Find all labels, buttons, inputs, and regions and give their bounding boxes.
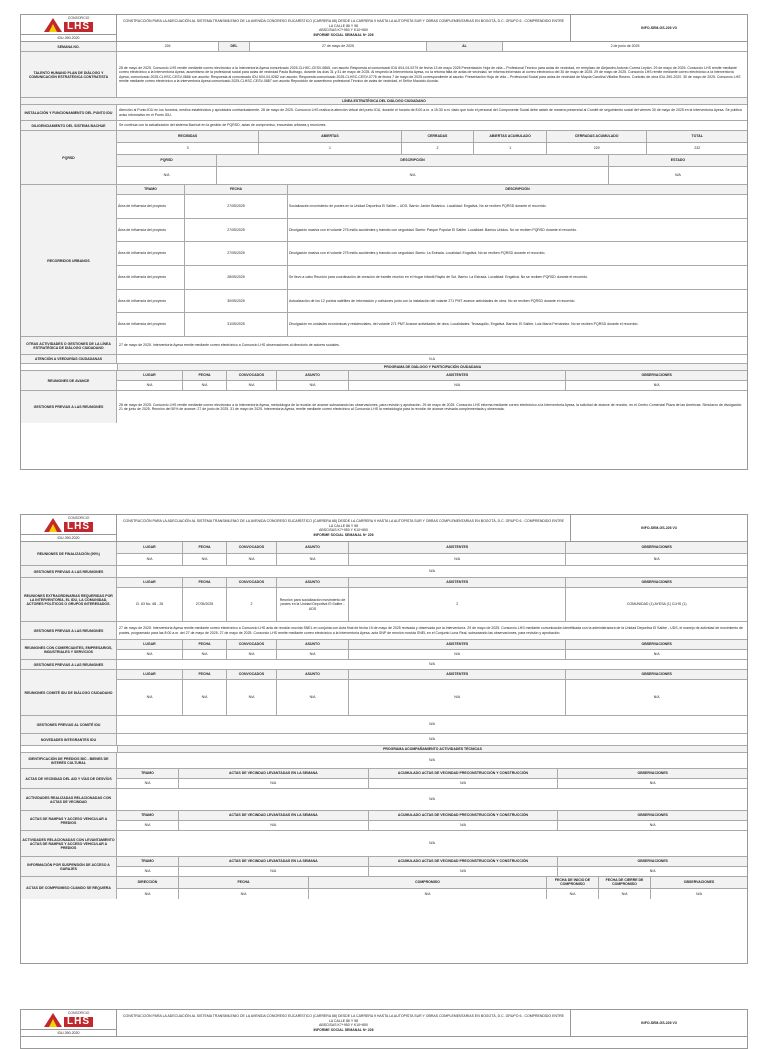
gest1-label: GESTIONES PREVIAS A LAS REUNIONES (21, 566, 117, 577)
recorrido-tramo: Área de influencia del proyecto (117, 313, 185, 336)
comerciantes-head: CONVOCADOS (227, 640, 277, 649)
suspension-head: TRAMO (117, 857, 179, 866)
recorrido-tramo: Área de influencia del proyecto (117, 219, 185, 242)
document-page-3 (20, 1009, 748, 1049)
recorrido-fecha: 27/05/2025 (185, 195, 288, 218)
recorridos-head: FECHA (185, 185, 288, 194)
reuniones-row (21, 371, 747, 391)
suspension-val: N/A (649, 869, 656, 874)
actas-vec-val: N/A (179, 779, 369, 788)
comerciantes-head: LUGAR (117, 640, 183, 649)
compromiso-label: ACTAS DE COMPROMISO CUANDO SE REQUIERA (21, 877, 117, 899)
recorrido-tramo: Área de influencia del proyecto (117, 266, 185, 289)
pqrsd-val: 232 (694, 146, 701, 151)
actas-vec-label: ACTAS DE VECINDAD DEL AID Y VÍAS DE DESVÍOS (21, 769, 117, 788)
talento-label: TALENTO HUMANO PLAN DE DIÁLOGO Y COMUNICACIÓN ESTRATÉGICA CONTRATISTA (21, 52, 117, 97)
atencion-label: ATENCIÓN A VEEDURÍAS CIUDADANAS (21, 355, 117, 363)
rampas-head: ACUMULADO ACTAS DE VECINDAD PRECONSTRUCCIÓN Y CONSTRUCCIÓN (369, 811, 559, 820)
pqrsd-head2: ESTADO (609, 155, 747, 166)
finalizacion-head: OBSERVACIONES (566, 542, 747, 553)
comite-val: N/A (183, 680, 227, 715)
logo-brand: CONSORCIO (67, 516, 90, 521)
comite-val: N/A (227, 680, 277, 715)
week-from: 27 de mayo de 2025 (250, 42, 427, 51)
pqrsd-head: RECIBIDAS (117, 131, 259, 142)
recorrido-desc: Se llevó a cabo Reunión para coordinación de creación de tramite reunión en el Hogar Infantil Rayito de Sol. Barrio: La Estrada. Localidad: Engativá. No se reciben PQRSD durante el recorrido. (289, 275, 589, 280)
pqrsd-row (21, 131, 747, 185)
compromiso-val: N/A (599, 889, 651, 899)
compromiso-val: N/A (117, 889, 179, 899)
week-number: 226 (117, 42, 219, 51)
logo-block (21, 515, 117, 541)
week-label: SEMANA NO. (21, 42, 117, 51)
pqrsd-head: ABIERTAS (259, 131, 401, 142)
actas-vec-val: N/A (649, 781, 656, 786)
recorrido-desc: Divulgación masiva con el volante 275 estilo accidentes y tránsito con seguridad. Barrio: Parque Popular El Salitre. Localidad: Barrios Unidos. No se reciben PQRSD durante el recorrido. (289, 227, 578, 232)
comite-head: CONVOCADOS (227, 670, 277, 679)
instalacion-text: Atención al Punto IDU en los horarios, medios establecidos y aprobados contractualmente. 28 de mayo de 2025. Consorcio LHS realiza la atención virtual del punto IDU, durante el horario de 8:00 a.m. a 15:30 a.m. dado que todo el personal del Componente Social debe asistir de manera presencial al Comité de seguimiento social del viernes 30 de mayo de 2025 en la Interventoría Ayesa. Se publica aviso informativo en el Punto IDU. (119, 108, 742, 117)
header-title: INFORME SOCIAL SEMANAL Nº 226 (313, 1027, 374, 1032)
backup-label: DILIGENCIAMIENTO DEL SISTEMA BACHUE (21, 121, 117, 130)
instalacion-label: INSTALACIÓN Y FUNCIONAMIENTO DEL PUNTO IDU (21, 105, 117, 120)
page-header (21, 515, 747, 542)
actas-vec-val: N/A (117, 779, 179, 788)
comite-head: OBSERVACIONES (566, 670, 747, 679)
otras-label: OTRAS ACTIVIDADES O GESTIONES DE LA LÍNEA ESTRATÉGICA DE DIÁLOGO CIUDADANO (21, 337, 117, 354)
finalizacion-head: ASISTENTES (349, 542, 566, 553)
comite-head: ASISTENTES (349, 670, 566, 679)
compromiso-row (21, 877, 747, 899)
reuniones-head: FECHA (183, 371, 227, 380)
gest3-text: N/A (429, 662, 435, 667)
predios-row (21, 753, 747, 769)
finalizacion-val: N/A (117, 554, 183, 565)
document-page-2 (20, 514, 748, 964)
comite-val: N/A (277, 680, 349, 715)
novedades-text: N/A (429, 737, 435, 742)
logo-block (21, 1010, 117, 1036)
recorrido-desc: Divulgación en unidades económicas y residenciales, del volante 271 PMT Avance actividades de obra. Localidades: Teusaquillo, Engativá. Barrios: El Salitre, Luis María Fernández. No se reciben PQRSD durante el recorrido. (289, 322, 639, 327)
compromiso-val: N/A (696, 891, 702, 896)
compromiso-head: FECHA DE CIERRE DE COMPROMISO (599, 877, 651, 888)
rampas-head: OBSERVACIONES (558, 811, 747, 820)
extra-head: ASUNTO (277, 578, 349, 587)
reuniones-val: N/A (227, 381, 277, 390)
act-rel-label: ACTIVIDADES REALIZADAS RELACIONADAS CON ACTAS DE VECINDAD (21, 789, 117, 810)
suspension-head: ACUMULADO ACTAS DE VECINDAD PRECONSTRUCCIÓN Y CONSTRUCCIÓN (369, 857, 559, 866)
extra-head: ASISTENTES (349, 578, 566, 587)
header-line1: CONSTRUCCIÓN PARA LA ADECUACIÓN AL SISTEMA TRANSMILENIO DE LA AVENIDA CONGRESO EUCARÍSTICO (CARRERA 68) DESDE LA CARRERA 9 HASTA LA AUTOPISTA SUR Y OBRAS COMPLEMENTARIAS EN BOGOTÁ, D.C. GRUPO 6 - COMPRENDIDO ENTRE LA CALLE 86 Y 98 (123, 19, 564, 28)
gest4-label: GESTIONES PREVIAS AL COMITÉ IDU (21, 716, 117, 733)
recorridos-head: TRAMO (117, 185, 185, 194)
comite-head: LUGAR (117, 670, 183, 679)
finalizacion-head: ASUNTO (277, 542, 349, 553)
recorrido-fecha: 27/05/2025 (185, 242, 288, 265)
rampas-val: N/A (179, 821, 369, 830)
comerciantes-head: ASUNTO (277, 640, 349, 649)
gest4-text: N/A (429, 722, 435, 727)
gest3-label: GESTIONES PREVIAS A LAS REUNIONES (21, 660, 117, 669)
recorrido-tramo: Área de influencia del proyecto (117, 290, 185, 313)
otras-text: 27 de mayo de 2025. Interventoría Ayesa remite mediante correo electrónico a Consorcio LHS observaciones al directorio de actores sociales. (119, 343, 340, 348)
compromiso-val: N/A (547, 889, 599, 899)
suspension-row (21, 857, 747, 877)
finalizacion-val: N/A (183, 554, 227, 565)
suspension-label: INFORMACIÓN POR SUSPENSIÓN DE ACCESO A GARAJES (21, 857, 117, 876)
gest1-row (21, 566, 747, 578)
act-rampas-label: ACTIVIDADES RELACIONADAS CON LEVANTAMIENTO ACTAS DE RAMPAS Y ACCESO VEHICULAR A PREDIOS (21, 831, 117, 856)
comerciantes-val: N/A (227, 650, 277, 659)
recorrido-desc: Divulgación masiva con el volante 275 estilo accidentes y tránsito con seguridad. Barrio: La Estrada. Localidad: Engativá. No se reciben PQRSD durante el recorrido. (289, 251, 546, 256)
backup-text: Se continúa con la actualización del sistema Bachué en la gestión de PQRSD, actas de compromiso, encuestas urbanas y reuniones. (119, 123, 327, 128)
novedades-label: NOVEDADES INTEGRANTES IDU (21, 734, 117, 745)
reuniones-val: N/A (117, 381, 183, 390)
suspension-head: ACTAS DE VECINDAD LEVANTADAS EN LA SEMANA (179, 857, 369, 866)
act-rel-text: N/A (429, 797, 435, 802)
comite-val: N/A (117, 680, 183, 715)
finalizacion-head: LUGAR (117, 542, 183, 553)
compromiso-val: N/A (309, 889, 547, 899)
page-header (21, 15, 747, 42)
talento-text: 28 de mayo de 2025. Consorcio LHS remite mediante correo electrónico a la Interventoría Ayesa comunicado 2025-CLHSC-CESV-0865, con asunto Respuesta al comunicado IDU 604-04-9279 de fecha 13 de mayo 2025 Presentación Hoja de vida – Profesional Técnico para actas de vecindad, en remplazo de Alejandro Antonio Correa Leytón. 29 de mayo de 2025. Consorcio LHS remite mediante correo electrónico a la Interventoría Ayesa, ausentismo de la profesional social para actas de vecindad Paula Buitrago, durante los días 31 y 31 de mayo de 2025. Al respecto la Interventoría Ayesa, no la retoma falta de actas de vecindad, se informa informado al correo electrónico del 30 de mayo de 2025. 29 de mayo de 2025. Consorcio LHS remite mediante correo electrónico a la Interventoría Ayesa, comunicado 2025-CLHSC-CESV-0866 con asunto: Respuesta al comunicado IDU 604-04-9282 con asunto: Respuesta comunicado 2025-CLHSC-CESV-0776 de fecha 7 de mayo de 2025 correspondiente al asunto: Presentación Hoja de vida – Profesional Social para actas de vecindad de Mayda Carolina Villalba Rosero. Contrato de obra IDU-390-2020. 30 de mayo de 2025. Consorcio LHS remite mediante correo electrónico a la Interventoría Ayesa comunicado 2025-CLHSC-CESV-0887 con asunto Reposición de ausentismo profesional Técnico de actas de vecindad, el Señor Mauricio Acosta. (119, 65, 741, 83)
comerciantes-head: FECHA (183, 640, 227, 649)
rampas-row (21, 811, 747, 831)
rampas-val: N/A (649, 823, 656, 828)
logo-code: IDU-390-2020 (57, 36, 80, 40)
logo-name: LHS (64, 522, 93, 532)
comerciantes-label: REUNIONES CON COMERCIANTES, EMPRESARIOS, INDUSTRIALES Y SERVICIOS (21, 640, 117, 659)
recorrido-tramo: Área de influencia del proyecto (117, 195, 185, 218)
recorridos-label: RECORRIDOS URBANOS (21, 185, 117, 336)
finalizacion-label: REUNIONES DE FINALIZACIÓN (90%) (21, 542, 117, 565)
extra-row (21, 578, 747, 622)
act-rampas-row (21, 831, 747, 857)
pqrsd-val: 1 (259, 143, 401, 154)
document-page-1 (20, 14, 748, 470)
gest4-row (21, 716, 747, 734)
act-rel-row (21, 789, 747, 811)
week-to: 2 de junio de 2025 (610, 44, 640, 49)
gestiones-text: 28 de mayo de 2025. Consorcio LHS remite mediante correo electrónico a la Interventoría Ayesa, metodología de la reunión de avance subsanando las observaciones, para revisión y aprobación. 29 de mayo de 2025. Consorcio LHS informa mediante correo electrónico a la Interventoría Ayesa, la solicitud de avance de reunión, en el Centro Comercial Plaza de las Américas. Simulacro de divulgación: 21 de junio de 2025. Reunión del 50% de avance: 27 de junio de 2025. 31 de mayo de 2025. Interventoría Ayesa, remite mediante correo electrónico al Consorcio LHS la metodología para la reunión de avance revisada complementada y observada. (119, 402, 743, 411)
comite-head: FECHA (183, 670, 227, 679)
finalizacion-val: N/A (349, 554, 566, 565)
reuniones-head: OBSERVACIONES (566, 371, 747, 380)
comerciantes-val: N/A (117, 650, 183, 659)
reuniones-val: N/A (349, 381, 566, 390)
extra-head: LUGAR (117, 578, 183, 587)
extra-val: 27/05/2025 (183, 588, 227, 621)
pqrsd-val: 1 (474, 143, 547, 154)
extra-val: COMUNIDAD (1) AYESA (1) CLHS (1) (626, 602, 687, 607)
logo-code: IDU-390-2020 (57, 536, 80, 540)
comerciantes-head: OBSERVACIONES (566, 640, 747, 649)
recorrido-fecha: 28/05/2025 (185, 266, 288, 289)
recorrido-fecha: 27/05/2025 (185, 219, 288, 242)
compromiso-head: OBSERVACIONES (651, 877, 747, 888)
pqrsd-val2: N/A (217, 167, 609, 184)
finalizacion-head: CONVOCADOS (227, 542, 277, 553)
finalizacion-row (21, 542, 747, 566)
compromiso-head: COMPROMISO (309, 877, 547, 888)
suspension-val: N/A (117, 867, 179, 876)
extra-head: OBSERVACIONES (566, 578, 747, 587)
backup-row (21, 121, 747, 131)
compromiso-head: FECHA (179, 877, 309, 888)
predios-text: N/A (429, 758, 435, 763)
predios-label: IDENTIFICACIÓN DE PREDIOS BIC - BIENES DE INTERÉS CULTURAL (21, 753, 117, 768)
comite-val: N/A (349, 680, 566, 715)
pqrsd-val2: N/A (675, 173, 681, 178)
finalizacion-head: FECHA (183, 542, 227, 553)
gest3-row (21, 660, 747, 670)
pqrsd-val: 229 (547, 143, 648, 154)
comite-val: N/A (653, 695, 660, 700)
recorrido-desc: Actualización de los 12 puntos satélites de información y colisiones junto con la instalación del volante 271 PMT avance actividades de obra. No se reciben PQRSD durante el recorrido. (289, 298, 576, 303)
week-row (21, 42, 747, 52)
rampas-label: ACTAS DE RAMPAS Y ACCESO VEHICULAR A PREDIOS (21, 811, 117, 830)
reuniones-head: CONVOCADOS (227, 371, 277, 380)
compromiso-head: FECHA DE INICIO DE COMPROMISO (547, 877, 599, 888)
recorrido-fecha: 30/05/2025 (185, 290, 288, 313)
extra-val: 2 (349, 588, 566, 621)
reuniones-val: N/A (183, 381, 227, 390)
doc-code: INFO-SEM-GS-226 V3 (641, 1021, 677, 1025)
instalacion-row (21, 105, 747, 121)
suspension-head: OBSERVACIONES (558, 857, 747, 866)
header-title: INFORME SOCIAL SEMANAL Nº 226 (313, 532, 374, 537)
comite-head: ASUNTO (277, 670, 349, 679)
header-title: INFORME SOCIAL SEMANAL Nº 226 (313, 32, 374, 37)
recorrido-desc: Socialización movimiento de postes en la Unidad Deportiva El Salitre – UDS. Barrio: Jardín Botánico. Localidad: Engativá. No se reciben PQRSD durante el recorrido. (289, 204, 547, 209)
extra-head: CONVOCADOS (227, 578, 277, 587)
consortium-logo-icon (44, 18, 62, 32)
actas-vec-head: TRAMO (117, 769, 179, 778)
reuniones-head: LUGAR (117, 371, 183, 380)
rampas-val: N/A (369, 821, 559, 830)
actas-vec-head: OBSERVACIONES (558, 769, 747, 778)
rampas-head: TRAMO (117, 811, 179, 820)
reuniones-val: N/A (653, 383, 660, 388)
finalizacion-val: N/A (653, 557, 660, 562)
pqrsd-head: CERRADAS (402, 131, 475, 142)
comerciantes-val: N/A (277, 650, 349, 659)
gestiones-label: GESTIONES PREVIAS A LAS REUNIONES (21, 391, 117, 423)
comerciantes-row (21, 640, 747, 660)
extra-head: FECHA (183, 578, 227, 587)
atencion-text: N.A (429, 356, 435, 361)
reuniones-val: N/A (277, 381, 349, 390)
reuniones-label: REUNIONES DE AVANCE (21, 371, 117, 390)
logo-block (21, 15, 117, 41)
week-del-label: DEL (219, 42, 250, 51)
programa-banner: PROGRAMA DE DIÁLOGO Y PARTICIPACIÓN CIUDADANA (117, 364, 747, 370)
pqrsd-head2: DESCRIPCIÓN (217, 155, 609, 166)
gestiones-row (21, 391, 747, 423)
finalizacion-val: N/A (227, 554, 277, 565)
suspension-val: N/A (179, 867, 369, 876)
otras-row (21, 337, 747, 355)
rampas-head: ACTAS DE VECINDAD LEVANTADAS EN LA SEMANA (179, 811, 369, 820)
actas-vec-val: N/A (369, 779, 559, 788)
actas-vec-head: ACTAS DE VECINDAD LEVANTADAS EN LA SEMANA (179, 769, 369, 778)
extra-val: Reunión para socialización movimiento de postes en la Unidad Deportiva El Salitre - UDS (277, 588, 349, 621)
header-line1: CONSTRUCCIÓN PARA LA ADECUACIÓN AL SISTEMA TRANSMILENIO DE LA AVENIDA CONGRESO EUCARÍSTICO (CARRERA 68) DESDE LA CARRERA 9 HASTA LA AUTOPISTA SUR Y OBRAS COMPLEMENTARIAS EN BOGOTÁ, D.C. GRUPO 6 - COMPRENDIDO ENTRE LA CALLE 86 Y 98 (123, 1014, 564, 1023)
gest2-row (21, 622, 747, 640)
recorridos-head: DESCRIPCIÓN (288, 185, 747, 194)
recorridos-row (21, 185, 747, 337)
pqrsd-head2: PQRSD (117, 155, 217, 166)
extra-val: 2 (227, 588, 277, 621)
rampas-val: N/A (117, 821, 179, 830)
recorrido-fecha: 31/05/2025 (185, 313, 288, 336)
gest1-text: N/A (429, 569, 435, 574)
act-rampas-text: N/A (429, 841, 435, 846)
linea-banner: LÍNEA ESTRATÉGICA DEL DIÁLOGO CIUDADANO (21, 98, 747, 104)
consortium-logo-icon (44, 1013, 62, 1027)
gest2-text: 27 de mayo de 2025. Interventoría Ayesa remite mediante correo electrónico a Consorcio LHS acta de reunión movida SNEL en conjunta con Acta final de fecha 19 de mayo de 2025 revisada y observada por la Interventoría. 29 de mayo de 2025. Consorcio LHS mediante comunicación identificada con la administradora de la Unidad Deportiva El Salitre - UDS, el manejo de actividad de movimiento de postes, programado para las 8:00 a.m. del 27 de mayo de 2025. 27 de mayo de 2025. Consorcio LHS remite mediante correo electrónico a la Interventoría Ayesa, acta SNP de reunión movida SNEL en el Conjunto Luna Real, subsanando las observaciones, para revisión y aprobación. (119, 626, 743, 635)
header-line2: ABSCISAS K7+950 Y K10+650 (319, 528, 368, 533)
pqrsd-head: ABIERTAS ACUMULADO (474, 131, 547, 142)
recorrido-tramo: Área de influencia del proyecto (117, 242, 185, 265)
pqrsd-val: 2 (402, 143, 475, 154)
reuniones-head: ASISTENTES (349, 371, 566, 380)
logo-name: LHS (64, 22, 93, 32)
talento-row (21, 52, 747, 98)
comerciantes-val: N/A (183, 650, 227, 659)
compromiso-val: N/A (179, 889, 309, 899)
doc-code: INFO-SEM-GS-226 V3 (641, 526, 677, 530)
pqrsd-val: 3 (117, 143, 259, 154)
header-line2: ABSCISAS K7+950 Y K10+650 (319, 1023, 368, 1028)
logo-code: IDU-390-2020 (57, 1031, 80, 1035)
novedades-row (21, 734, 747, 746)
finalizacion-val: N/A (277, 554, 349, 565)
pqrsd-val2: N/A (117, 167, 217, 184)
logo-brand: CONSORCIO (67, 1011, 90, 1016)
comite-label: REUNIONES COMITÉ IDU DE DIÁLOGO CIUDADANO (21, 670, 117, 715)
extra-label: REUNIONES EXTRAORDINARIAS REQUERIDAS POR LA INTERVENTORÍA, EL IDU, LA COMUNIDAD, ACTORES POLÍTICOS O GRUPOS INTERESADOS. (21, 578, 117, 621)
reuniones-head: ASUNTO (277, 371, 349, 380)
pqrsd-head: CERRADAS ACUMULADO (547, 131, 648, 142)
logo-name: LHS (64, 1017, 93, 1027)
pqrsd-label: PQRSD (21, 131, 117, 184)
pqrsd-head: TOTAL (647, 131, 747, 142)
doc-code: INFO-SEM-GS-226 V3 (641, 26, 677, 30)
comerciantes-head: ASISTENTES (349, 640, 566, 649)
suspension-val: N/A (369, 867, 559, 876)
actas-vec-row (21, 769, 747, 789)
logo-brand: CONSORCIO (67, 16, 90, 21)
comerciantes-val: N/A (653, 652, 660, 657)
consortium-logo-icon (44, 518, 62, 532)
atencion-row (21, 355, 747, 364)
compromiso-head: DIRECCIÓN (117, 877, 179, 888)
actas-vec-head: ACUMULADO ACTAS DE VECINDAD PRECONSTRUCCIÓN Y CONSTRUCCIÓN (369, 769, 559, 778)
header-line2: ABSCISAS K7+950 Y K10+650 (319, 28, 368, 33)
extra-val: Cl. 63 No. 68 - 26 (117, 588, 183, 621)
comerciantes-val: N/A (349, 650, 566, 659)
header-line1: CONSTRUCCIÓN PARA LA ADECUACIÓN AL SISTEMA TRANSMILENIO DE LA AVENIDA CONGRESO EUCARÍSTICO (CARRERA 68) DESDE LA CARRERA 9 HASTA LA AUTOPISTA SUR Y OBRAS COMPLEMENTARIAS EN BOGOTÁ, D.C. GRUPO 6 - COMPRENDIDO ENTRE LA CALLE 86 Y 98 (123, 519, 564, 528)
gest2-label: GESTIONES PREVIAS A LAS REUNIONES (21, 622, 117, 639)
week-al-label: AL (427, 42, 503, 51)
tec-banner: PROGRAMA ACOMPAÑAMIENTO ACTIVIDADES TÉCNICAS (117, 746, 747, 752)
comite-row (21, 670, 747, 716)
